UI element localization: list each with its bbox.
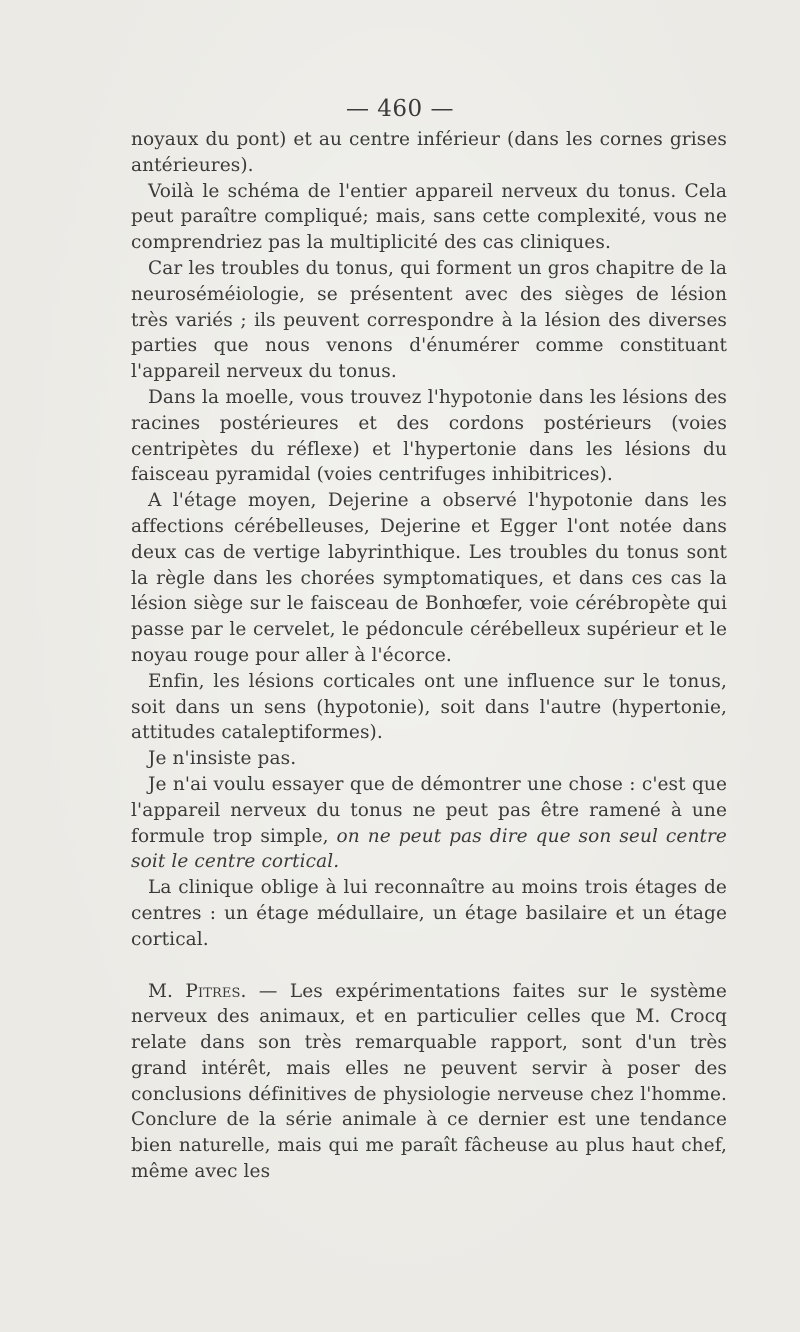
italic-emphasis: on ne peut pas dire que son seul centre soit le centre cortical.	[131, 825, 727, 873]
paragraph: La clinique oblige à lui reconnaître au moins trois étages de centres : un étage médullaire, un étage basilaire et un étage cortical.	[131, 877, 727, 950]
speaker-text: — Les expérimentations faites sur le système nerveux des animaux, et en particulier celles que M. Crocq relate dans son très remarquable rapport, sont d'un très grand intérêt, mais elles ne peuvent servir à poser des conclusions définitives de physiologie nerveuse chez l'homme. Conclure de la série animale à ce dernier est une tendance bien naturelle, mais qui me paraît fâcheuse au plus haut chef, même avec les	[131, 980, 727, 1183]
speaker-name: M. Pitres.	[148, 980, 247, 1002]
paragraph: Enfin, les lésions corticales ont une influence sur le tonus, soit dans un sens (hypotonie), soit dans l'autre (hypertonie, attitudes cataleptiformes).	[131, 670, 727, 744]
page-number: — 460 —	[345, 96, 455, 122]
paragraph: Dans la moelle, vous trouvez l'hypotonie dans les lésions des racines postérieures et des cordons postérieurs (voies centripètes du réflexe) et l'hypertonie dans les lésions du faisceau pyramidal (voies centrifuges inhibitrices).	[131, 386, 727, 486]
paragraph-with-emphasis	[131, 772, 727, 875]
body-text	[131, 127, 727, 1185]
paragraph: noyaux du pont) et au centre inférieur (dans les cornes grises antérieures).	[131, 129, 727, 176]
paragraph-text: Je n'ai voulu essayer que de démontrer une chose : c'est que l'appareil nerveux du tonus ne peut pas être ramené à une formule trop simple,	[131, 773, 727, 847]
speaker-paragraph	[131, 979, 727, 1185]
paragraph: Car les troubles du tonus, qui forment un gros chapitre de la neuroséméiologie, se présentent avec des sièges de lésion très variés ; ils peuvent correspondre à la lésion des diverses parties que nous venons d'énumérer comme constituant l'appareil nerveux du tonus.	[131, 257, 727, 383]
paragraph: A l'étage moyen, Dejerine a observé l'hypotonie dans les affections cérébelleuses, Dejerine et Egger l'ont notée dans deux cas de vertige labyrinthique. Les troubles du tonus sont la règle dans les chorées symptomatiques, et dans ces cas la lésion siège sur le faisceau de Bonhœfer, voie cérébropète qui passe par le cervelet, le pédoncule cérébelleux supérieur et le noyau rouge pour aller à l'écorce.	[131, 490, 727, 666]
paragraph: Je n'insiste pas.	[148, 748, 297, 770]
paragraph: Voilà le schéma de l'entier appareil nerveux du tonus. Cela peut paraître compliqué; mais, sans cette complexité, vous ne comprendriez pas la multiplicité des cas cliniques.	[131, 180, 727, 254]
